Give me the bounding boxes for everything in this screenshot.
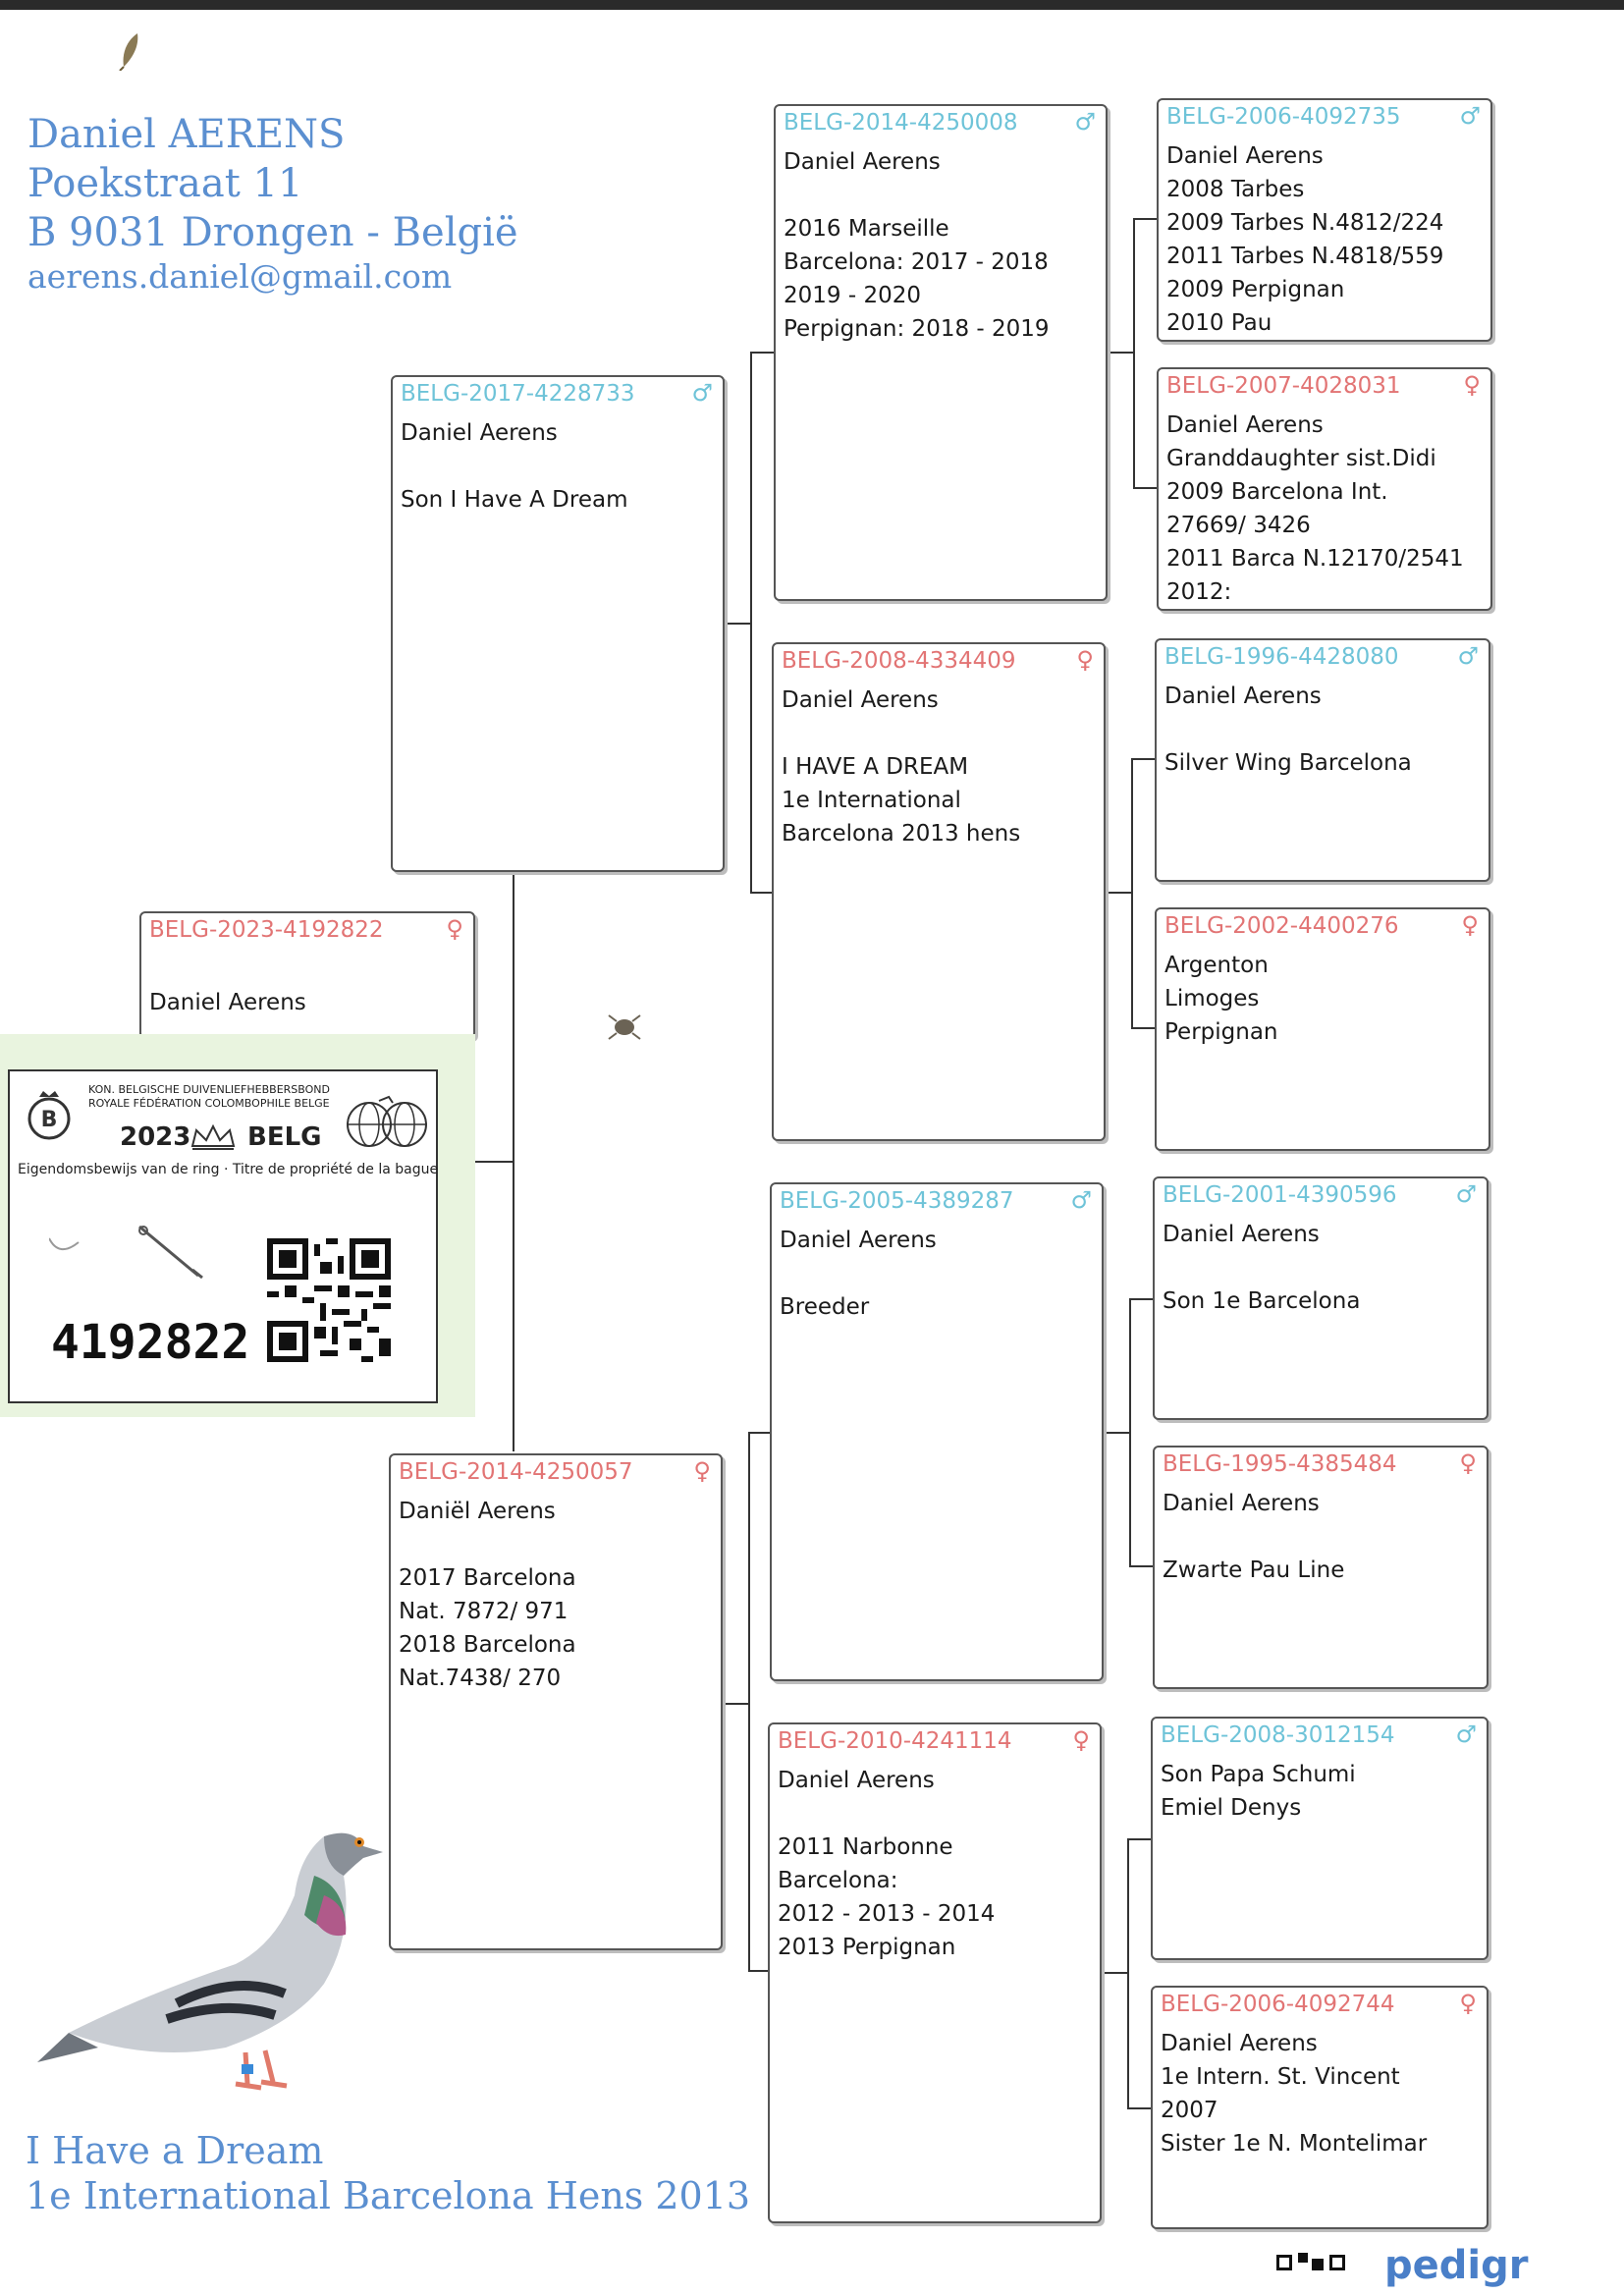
- connector-line: [1127, 1838, 1153, 1840]
- ring-number: BELG-2006-4092735: [1166, 104, 1401, 130]
- female-sex-icon: ♀: [1072, 1726, 1090, 1754]
- feather-icon: [116, 31, 145, 71]
- bird-details: Argenton Limoges Perpignan: [1164, 953, 1278, 1045]
- connector-line: [1108, 352, 1135, 354]
- ring-number: BELG-2006-4092744: [1161, 1992, 1395, 2017]
- female-sex-icon: ♀: [446, 915, 463, 943]
- ring-clip-icon: [49, 1219, 226, 1287]
- connector-line: [1129, 1298, 1155, 1300]
- male-sex-icon: ♂: [691, 379, 713, 407]
- connector-line: [1133, 218, 1159, 220]
- ring-number: BELG-2002-4400276: [1164, 913, 1399, 939]
- connector-line: [723, 1703, 750, 1705]
- connector-line: [1127, 1838, 1129, 2109]
- ring-ownership-card: [0, 1034, 475, 1417]
- female-sex-icon: ♀: [1463, 371, 1481, 399]
- pedigree-card-sire-dam[interactable]: [772, 642, 1106, 1141]
- pedigree-card-dam-dam[interactable]: [768, 1722, 1102, 2223]
- pedigree-card-dss[interactable]: [1153, 1176, 1489, 1420]
- insect-speck-icon: [605, 1010, 644, 1045]
- connector-line: [1131, 1027, 1157, 1029]
- bird-details: Daniel Aerens 2011 Narbonne Barcelona: 2012 - 2013 - 2014 2013 Perpignan: [778, 1768, 996, 1960]
- connector-line: [1129, 1565, 1155, 1567]
- bird-details: Daniël Aerens 2017 Barcelona Nat. 7872/ 971 2018 Barcelona Nat.7438/ 270: [399, 1499, 576, 1691]
- female-sex-icon: ♀: [1459, 1990, 1477, 2017]
- ring-number: BELG-1995-4385484: [1163, 1451, 1397, 1477]
- male-sex-icon: ♂: [1457, 642, 1479, 670]
- male-sex-icon: ♂: [1459, 102, 1481, 130]
- ring-number: BELG-2014-4250008: [784, 110, 1018, 136]
- crown-icon: [189, 1122, 238, 1152]
- ring-number: BELG-2005-4389287: [780, 1188, 1014, 1214]
- ring-number: BELG-2023-4192822: [149, 917, 384, 943]
- footer-subtitle: 1e International Barcelona Hens 2013: [26, 2174, 751, 2217]
- connector-line: [1133, 487, 1159, 489]
- pedigree-card-dsd[interactable]: [1153, 1446, 1489, 1689]
- pedigree-card-ssd[interactable]: [1157, 367, 1492, 611]
- ring-number: BELG-2014-4250057: [399, 1459, 633, 1485]
- bird-details: Daniel Aerens 2016 Marseille Barcelona: 2017 - 2018 2019 - 2020 Perpignan: 2018 - 2019: [784, 149, 1050, 342]
- footer-title: I Have a Dream: [26, 2129, 324, 2172]
- ring-number: BELG-2010-4241114: [778, 1728, 1012, 1754]
- connector-line: [1131, 758, 1133, 1029]
- connector-line: [475, 1161, 514, 1163]
- ring-number: BELG-2017-4228733: [401, 381, 635, 407]
- ring-number: BELG-2008-3012154: [1161, 1722, 1395, 1748]
- pedigree-card-sss[interactable]: [1157, 98, 1492, 342]
- bird-details: Daniel Aerens 2008 Tarbes 2009 Tarbes N.4812/224 2011 Tarbes N.4818/559 2009 Perpignan 2010 Pau: [1166, 143, 1444, 336]
- female-sex-icon: ♀: [1461, 911, 1479, 939]
- bird-details: Daniel Aerens Zwarte Pau Line: [1163, 1491, 1345, 1583]
- qr-code-icon: [267, 1238, 391, 1362]
- owner-address: [27, 110, 518, 297]
- bird-details: Daniel Aerens Granddaughter sist.Didi 2009 Barcelona Int. 27669/ 3426 2011 Barca N.12170/2541 2012:: [1166, 412, 1464, 605]
- ring-country: BELG: [247, 1122, 322, 1152]
- federation-name-nl: KON. BELGISCHE DUIVENLIEFHEBBERSBOND: [88, 1083, 330, 1096]
- ring-card-frame: [8, 1069, 438, 1403]
- bird-details: Daniel Aerens Breeder: [780, 1228, 937, 1320]
- female-sex-icon: ♀: [1459, 1449, 1477, 1477]
- bird-details: Daniel Aerens Son I Have A Dream: [401, 420, 628, 513]
- bird-details: Daniel Aerens I HAVE A DREAM 1e International Barcelona 2013 hens: [782, 687, 1021, 847]
- ring-card-number: 4192822: [51, 1315, 250, 1370]
- connector-line: [1104, 1432, 1131, 1434]
- bird-details: Son Papa Schumi Emiel Denys: [1161, 1762, 1356, 1821]
- male-sex-icon: ♂: [1070, 1186, 1092, 1214]
- ring-number: BELG-2008-4334409: [782, 648, 1016, 674]
- owner-street: Poekstraat 11: [27, 161, 303, 206]
- ring-year: 2023: [120, 1122, 191, 1152]
- connector-line: [748, 1432, 750, 1972]
- owner-name: Daniel AERENS: [27, 112, 346, 157]
- connector-line: [1131, 758, 1157, 760]
- male-sex-icon: ♂: [1074, 108, 1096, 136]
- female-sex-icon: ♀: [693, 1457, 711, 1485]
- small-qr-icon: [1276, 2249, 1363, 2278]
- globe-logo-icon: [340, 1095, 434, 1150]
- pigeon-illustration: [29, 1768, 442, 2111]
- connector-line: [1102, 1972, 1129, 1974]
- pedigree-card-dam-sire[interactable]: [770, 1182, 1104, 1681]
- pedigree-card-sire-sire[interactable]: [774, 104, 1108, 601]
- connector-line: [1106, 892, 1133, 894]
- owner-city: B 9031 Drongen - België: [27, 210, 518, 255]
- connector-line: [725, 623, 752, 625]
- pedigree-card-ddd[interactable]: [1151, 1986, 1489, 2229]
- svg-text:B: B: [40, 1108, 58, 1132]
- bird-details: Daniel Aerens Son 1e Barcelona: [1163, 1222, 1361, 1314]
- owner-email: aerens.daniel@gmail.com: [27, 257, 453, 296]
- bird-details: Daniel Aerens Silver Wing Barcelona: [1164, 683, 1412, 776]
- pedigree-card-dds[interactable]: [1151, 1717, 1489, 1960]
- female-sex-icon: ♀: [1076, 646, 1094, 674]
- pedigree-card-sdd[interactable]: [1155, 907, 1490, 1151]
- federation-name-fr: ROYALE FÉDÉRATION COLOMBOPHILE BELGE: [88, 1097, 330, 1110]
- male-sex-icon: ♂: [1455, 1180, 1477, 1208]
- scan-top-edge: [0, 0, 1624, 10]
- connector-line: [1133, 218, 1135, 489]
- ring-number: BELG-1996-4428080: [1164, 644, 1399, 670]
- connector-line: [1127, 2107, 1153, 2109]
- bird-details: Daniel Aerens 1e Intern. St. Vincent 2007 Sister 1e N. Montelimar: [1161, 2031, 1428, 2157]
- pedigree-brand-logo: pedigr: [1384, 2243, 1529, 2288]
- connector-line: [750, 352, 776, 354]
- federation-logo-icon: [22, 1087, 77, 1142]
- ring-number: BELG-2001-4390596: [1163, 1182, 1397, 1208]
- male-sex-icon: ♂: [1455, 1721, 1477, 1748]
- ring-number: BELG-2007-4028031: [1166, 373, 1401, 399]
- pedigree-card-sire[interactable]: [391, 375, 725, 872]
- pedigree-card-sds[interactable]: [1155, 638, 1490, 882]
- ring-card-title: Eigendomsbewijs van de ring · Titre de propriété de la bague: [18, 1162, 439, 1177]
- bird-details: Daniel Aerens: [149, 990, 306, 1015]
- pedigree-card-subject[interactable]: [139, 911, 475, 1039]
